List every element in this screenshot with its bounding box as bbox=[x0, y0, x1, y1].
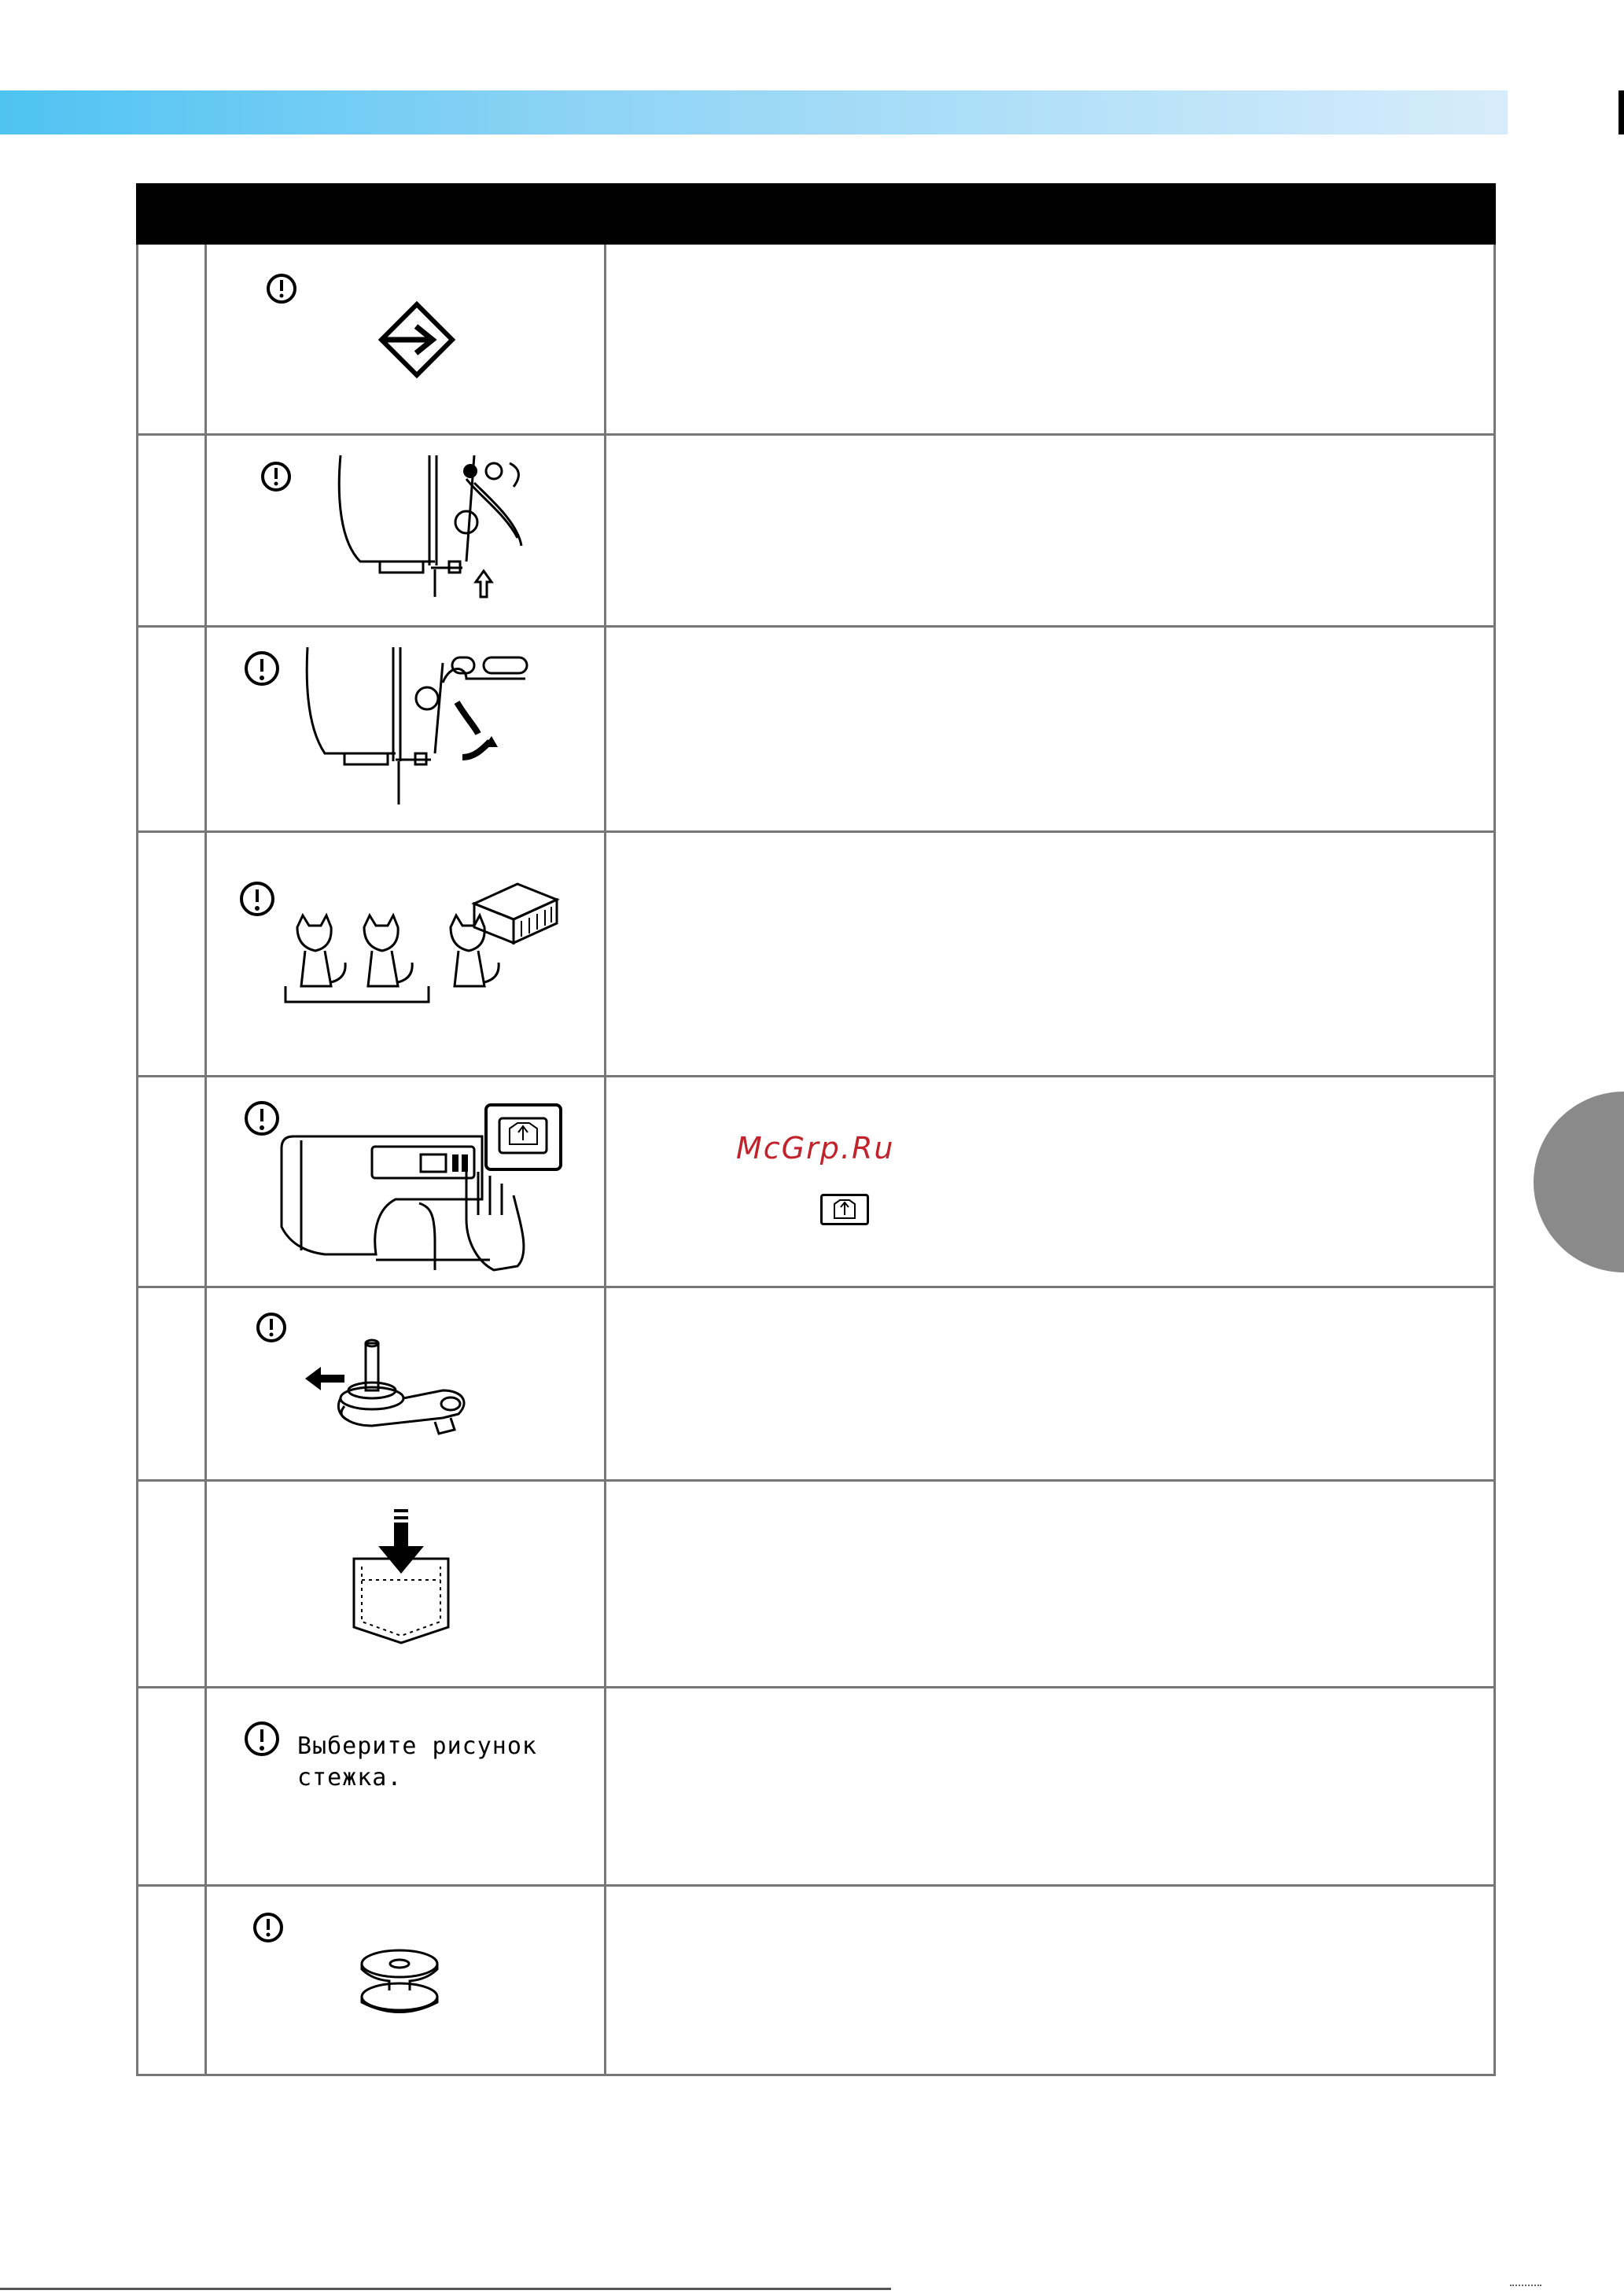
row-description-cell bbox=[606, 1886, 1495, 2075]
header-color-band bbox=[0, 90, 1508, 134]
row-description-cell bbox=[606, 244, 1495, 435]
row-number-cell bbox=[138, 1481, 206, 1688]
table-row bbox=[138, 1287, 1495, 1481]
table-row bbox=[138, 1688, 1495, 1886]
table-row bbox=[138, 435, 1495, 627]
row-image-cell bbox=[206, 1886, 606, 2075]
table-row bbox=[138, 244, 1495, 435]
footer-rule bbox=[0, 2288, 891, 2290]
row-image-cell bbox=[206, 244, 606, 435]
machine-button-icon bbox=[207, 1077, 604, 1286]
table-row bbox=[138, 1886, 1495, 2075]
bobbin-icon bbox=[207, 1887, 604, 2074]
header-cell-2 bbox=[206, 185, 606, 244]
row-image-cell bbox=[206, 832, 606, 1077]
page-number-mark bbox=[1510, 2285, 1541, 2291]
table-row bbox=[138, 1077, 1495, 1287]
row-number-cell bbox=[138, 1287, 206, 1481]
error-message-table bbox=[136, 183, 1496, 2076]
lcd-message-line-2: стежка. bbox=[297, 1764, 403, 1791]
warning-icon bbox=[246, 653, 278, 684]
lcd-message-line-1: Выберите рисунок bbox=[297, 1732, 537, 1760]
needle-lever-icon bbox=[207, 628, 604, 830]
row-number-cell bbox=[138, 435, 206, 627]
row-description-cell bbox=[606, 1077, 1495, 1287]
row-description-cell bbox=[606, 627, 1495, 832]
row-number-cell bbox=[138, 1886, 206, 2075]
row-description-cell bbox=[606, 1688, 1495, 1886]
row-description-cell bbox=[606, 435, 1495, 627]
row-number-cell bbox=[138, 832, 206, 1077]
header-corner-mark bbox=[1618, 90, 1624, 134]
row-description-cell bbox=[606, 1287, 1495, 1481]
row-image-cell bbox=[206, 627, 606, 832]
table-row bbox=[138, 1481, 1495, 1688]
warning-icon bbox=[263, 463, 289, 490]
row-number-cell bbox=[138, 1688, 206, 1886]
row-number-cell bbox=[138, 1077, 206, 1287]
table-row bbox=[138, 832, 1495, 1077]
table-header-row bbox=[138, 185, 1495, 244]
warning-icon bbox=[241, 883, 273, 915]
header-cell-3 bbox=[606, 185, 1495, 244]
row-image-cell bbox=[206, 1481, 606, 1688]
row-image-cell bbox=[206, 1287, 606, 1481]
warning-icon bbox=[246, 1103, 278, 1134]
row-number-cell bbox=[138, 244, 206, 435]
chapter-side-tab bbox=[1534, 1092, 1624, 1272]
pocket-save-icon bbox=[207, 1482, 604, 1686]
row-image-cell bbox=[206, 1077, 606, 1287]
header-cell-1 bbox=[138, 185, 206, 244]
warning-icon bbox=[246, 1723, 278, 1755]
row-image-cell bbox=[206, 435, 606, 627]
sewing-key-icon bbox=[820, 1194, 869, 1225]
watermark-text: McGrp.Ru bbox=[736, 1131, 895, 1165]
row-description-cell bbox=[606, 832, 1495, 1077]
row-description-cell bbox=[606, 1481, 1495, 1688]
warning-icon bbox=[268, 275, 295, 302]
bobbin-winder-icon bbox=[207, 1288, 604, 1479]
warning-icon bbox=[255, 1914, 282, 1941]
cat-pattern-memory-icon bbox=[207, 833, 604, 1075]
table-row bbox=[138, 627, 1495, 832]
row-number-cell bbox=[138, 627, 206, 832]
enter-arrow-icon bbox=[207, 245, 604, 433]
lcd-message-text bbox=[297, 1731, 537, 1794]
warning-icon bbox=[258, 1314, 285, 1341]
row-image-cell bbox=[206, 1688, 606, 1886]
presser-foot-lever-icon bbox=[207, 436, 604, 624]
